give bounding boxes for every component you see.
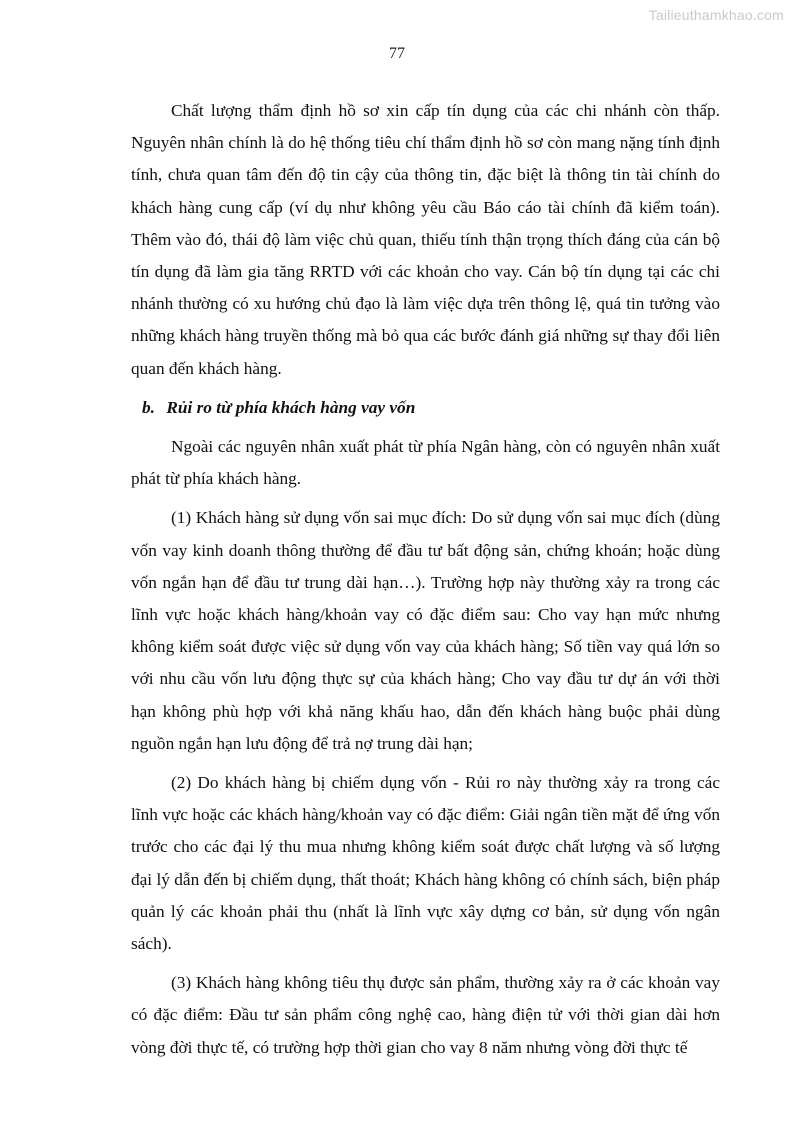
paragraph-item-3: (3) Khách hàng không tiêu thụ được sản phẩm, thường xảy ra ở các khoản vay có đặc điểm: Đầu tư sản phẩm công nghệ cao, hàng điện tử với thời gian dài hơn vòng đời thực tế, có trường hợp thời gian cho vay 8 năm nhưng vòng đời thực tế [131,973,720,1057]
paragraph-item-2: (2) Do khách hàng bị chiếm dụng vốn - Rủi ro này thường xảy ra trong các lĩnh vực hoặc các khách hàng/khoản vay có đặc điểm: Giải ngân tiền mặt để ứng vốn trước cho các đại lý thu mua nhưng không kiểm soát được chất lượng và số lượng đại lý dẫn đến bị chiếm dụng, thất thoát; Khách hàng không có chính sách, biện pháp quản lý các khoản phải thu (nhất là lĩnh vực xây dựng cơ bản, sử dụng vốn ngân sách). [131,773,720,954]
page-number: 77 [389,45,405,62]
document-body [131,95,720,1064]
paragraph-customer-causes: Ngoài các nguyên nhân xuất phát từ phía Ngân hàng, còn có nguyên nhân xuất phát từ phía khách hàng. [131,437,720,489]
section-heading-number: b. [142,397,155,417]
section-heading-text: Rủi ro từ phía khách hàng vay vốn [166,397,416,417]
paragraph-item-1: (1) Khách hàng sử dụng vốn sai mục đích: Do sử dụng vốn sai mục đích (dùng vốn vay kinh doanh thông thường để đầu tư bất động sản, chứng khoán; hoặc dùng vốn ngắn hạn để đầu tư trung dài hạn…). Trường hợp này thường xảy ra trong các lĩnh vực hoặc khách hàng/khoản vay có đặc điểm sau: Cho vay hạn mức nhưng không kiểm soát được việc sử dụng vốn vay của khách hàng; Số tiền vay quá lớn so với nhu cầu vốn lưu động thực sự của khách hàng; Cho vay đầu tư dự án với thời hạn không phù hợp với khả năng khấu hao, dẫn đến khách hàng buộc phải dùng nguồn ngắn hạn lưu động để trả nợ trung dài hạn; [131,508,720,753]
watermark: Tailieuthamkhao.com [648,7,784,23]
paragraph-appraisal-quality: Chất lượng thẩm định hồ sơ xin cấp tín dụng của các chi nhánh còn thấp. Nguyên nhân chính là do hệ thống tiêu chí thẩm định hồ sơ còn mang nặng tính định tính, chưa quan tâm đến độ tin cậy của thông tin, đặc biệt là thông tin tài chính do khách hàng cung cấp (ví dụ như không yêu cầu Báo cáo tài chính đã kiểm toán). Thêm vào đó, thái độ làm việc chủ quan, thiếu tính thận trọng thích đáng của cán bộ tín dụng đã làm gia tăng RRTD với các khoản cho vay. Cán bộ tín dụng tại các chi nhánh thường có xu hướng chủ đạo là làm việc dựa trên thông lệ, quá tin tưởng vào những khách hàng truyền thống mà bỏ qua các bước đánh giá những sự thay đổi liên quan đến khách hàng. [131,101,720,378]
section-heading [131,392,720,424]
